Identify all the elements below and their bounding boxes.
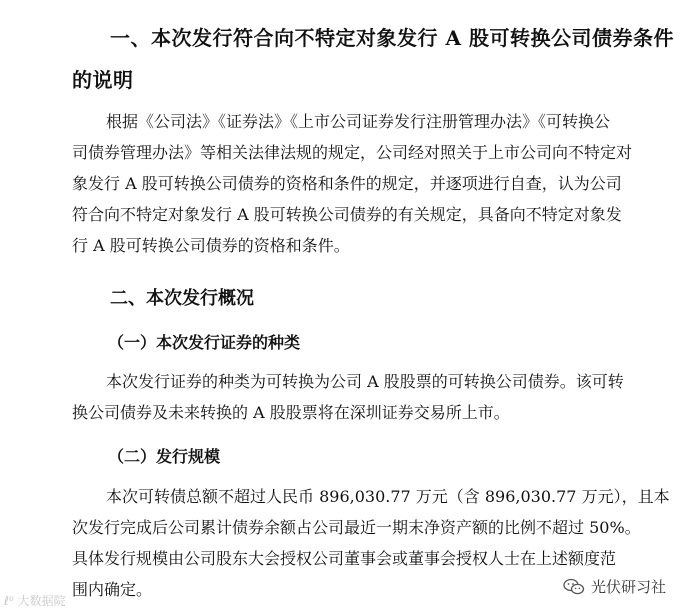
paragraph-line: 本次可转债总额不超过人民币 896,030.77 万元（含 896,030.77 万元），且本 [106,487,670,506]
watermark-right [563,576,666,597]
heading-2: 二、本次发行概况 [110,288,254,309]
paragraph-line: 根据《公司法》《证券法》《上市公司证券发行注册管理办法》《可转换公 [106,112,611,131]
wechat-icon [563,578,585,596]
paragraph-line: 行 A 股可转换公司债券的资格和条件。 [72,236,350,255]
watermark-left: ℓ⁰ 大数据院 [4,594,66,608]
section-1-title: （一）本次发行证券的种类 [108,333,301,352]
section-1-paragraph [72,366,636,428]
paragraph-line: 符合向不特定对象发行 A 股可转换公司债券的有关规定，具备向不特定对象发 [72,205,622,224]
paragraph-line: 具体发行规模由公司股东大会授权公司董事会或董事会授权人士在上述额度范 [72,549,617,568]
paragraph-line: 司债券管理办法》等相关法律法规的规定，公司经对照关于上市公司向不特定对 [72,143,633,162]
paragraph-line: 次发行完成后公司累计债券余额占公司最近一期末净资产额的比例不超过 50%。 [72,518,641,537]
heading-1-line-2: 的说明 [72,68,134,92]
section-2-title: （二）发行规模 [108,447,221,466]
heading-1-line-1: 一、本次发行符合向不特定对象发行 A 股可转换公司债券条件 [110,26,674,50]
watermark-right-text: 光伏研习社 [590,578,666,596]
paragraph-line: 换公司债券及未来转换的 A 股股票将在深圳证券交易所上市。 [72,403,510,422]
section-2-paragraph [72,481,670,605]
paragraph-line: 象发行 A 股可转换公司债券的资格和条件的规定，并逐项进行自查，认为公司 [72,174,622,193]
paragraph-line: 围内确定。 [72,580,153,599]
paragraph-line: 本次发行证券的种类为可转换为公司 A 股股票的可转换公司债券。该可转 [106,372,624,391]
paragraph-1 [72,106,636,261]
